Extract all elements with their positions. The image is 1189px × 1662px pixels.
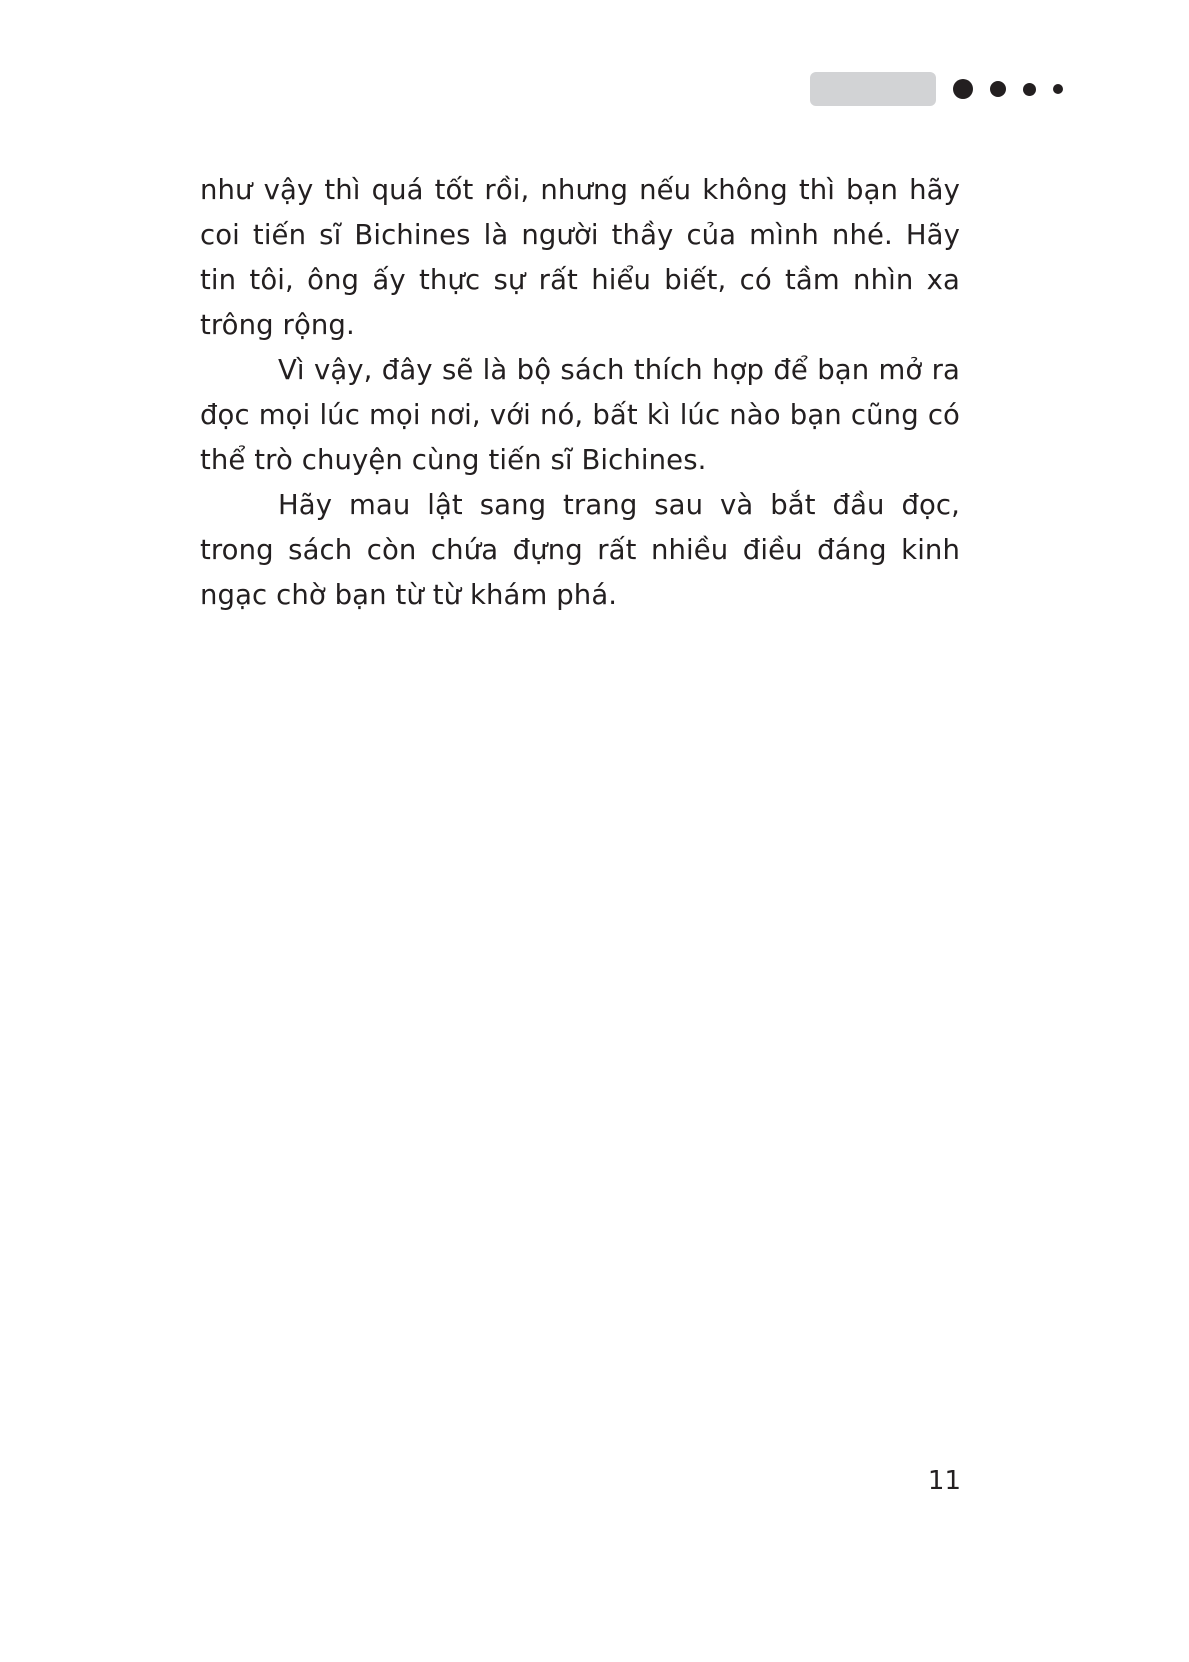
header-decoration (810, 72, 1063, 106)
page-number: 11 (927, 1466, 961, 1496)
page-body-text (200, 168, 960, 618)
dot-medium-icon (990, 81, 1006, 97)
dot-large-icon (953, 79, 973, 99)
dot-small-icon (1023, 83, 1036, 96)
paragraph: Vì vậy, đây sẽ là bộ sách thích hợp để bạn mở ra đọc mọi lúc mọi nơi, với nó, bất kì lúc nào bạn cũng có thể trò chuyện cùng tiến sĩ Bichines. (200, 354, 960, 476)
dot-tiny-icon (1053, 84, 1063, 94)
rounded-bar-icon (810, 72, 936, 106)
paragraph: Hãy mau lật sang trang sau và bắt đầu đọc, trong sách còn chứa đựng rất nhiều điều đáng kinh ngạc chờ bạn từ từ khám phá. (200, 489, 960, 611)
paragraph: như vậy thì quá tốt rồi, nhưng nếu không thì bạn hãy coi tiến sĩ Bichines là người thầy của mình nhé. Hãy tin tôi, ông ấy thực sự rất hiểu biết, có tầm nhìn xa trông rộng. (200, 174, 960, 341)
